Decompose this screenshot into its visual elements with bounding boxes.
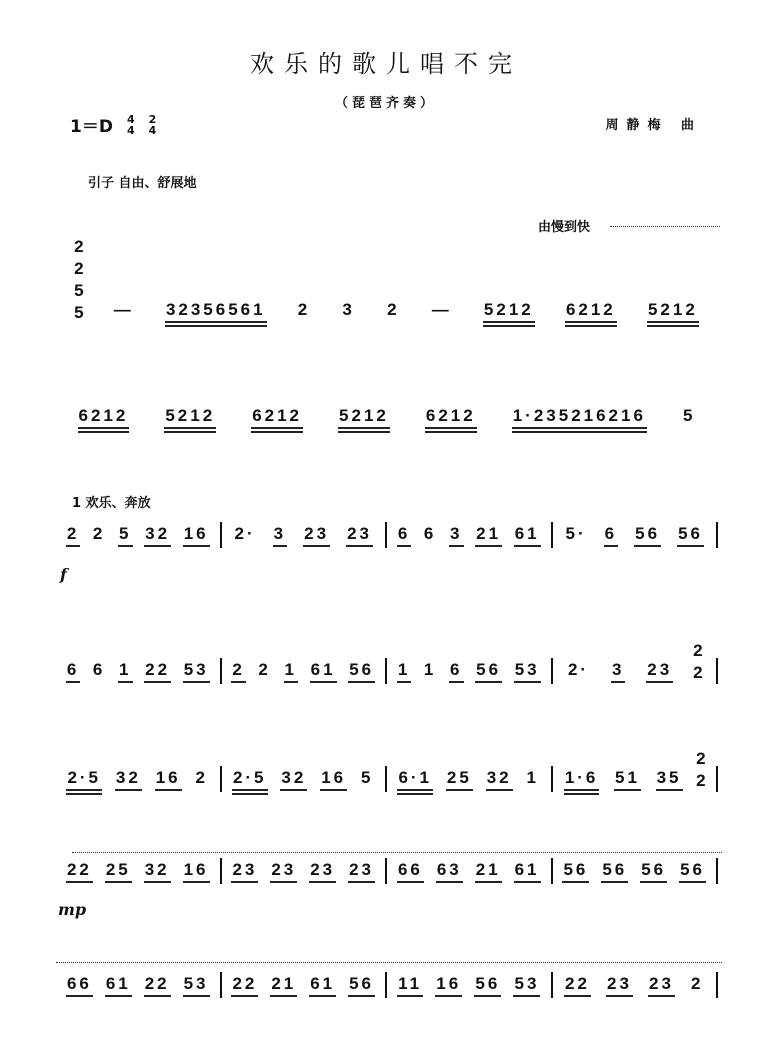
ts-top: 2: [148, 112, 157, 126]
note-group: 23: [308, 860, 337, 884]
note-group: 3: [272, 524, 288, 548]
note-group: 3: [448, 524, 464, 548]
measure: [553, 748, 717, 792]
note-group: 22: [143, 974, 172, 998]
note-group: 22: [230, 974, 259, 998]
note-group: 56: [633, 524, 662, 548]
note-group: 16: [154, 768, 183, 792]
note-group: 61: [308, 974, 337, 998]
note-group: 61: [309, 660, 338, 684]
barline: [716, 858, 718, 884]
note-group: 23: [302, 524, 331, 548]
measure: [553, 974, 717, 998]
note-group: 23: [230, 860, 259, 884]
note-group: 23: [605, 974, 634, 998]
extension-dash: —: [431, 300, 452, 319]
note-group: 5212: [337, 406, 391, 430]
note-group: 21: [269, 974, 298, 998]
note-group: 2·: [234, 524, 256, 543]
note-group: 61: [104, 974, 133, 998]
measure: [387, 974, 551, 998]
note-group: 2: [65, 524, 81, 548]
note-group: 61: [513, 524, 542, 548]
note-group: 23: [345, 524, 374, 548]
note-group: 6·1: [396, 768, 434, 792]
barline: [716, 658, 718, 684]
note-group: 1: [423, 660, 437, 679]
note-group: 1: [117, 660, 133, 684]
note-group: 63: [435, 860, 464, 884]
section-label: 1 欢乐、奔放: [72, 496, 151, 511]
note-group: 16: [434, 974, 463, 998]
score-line: [56, 972, 718, 998]
note-group: 32: [279, 768, 308, 792]
measure: [56, 860, 220, 884]
note-group: 6: [423, 524, 437, 543]
note-group: 5·: [565, 524, 587, 543]
note-group: 22: [563, 974, 592, 998]
chord-notes: [693, 640, 702, 684]
note: 2: [74, 237, 84, 256]
note-group: 32: [143, 524, 172, 548]
composer: 周静梅 曲: [605, 118, 702, 133]
note-group: 53: [182, 974, 211, 998]
measure: [222, 974, 386, 998]
measure: [387, 768, 551, 792]
chord-notes: [74, 236, 83, 324]
note-group: 2: [258, 660, 271, 679]
tempo-dotted-line: [610, 226, 720, 228]
note-group: 1: [283, 660, 299, 684]
note-group: 32: [485, 768, 514, 792]
note-group: 61: [513, 860, 542, 884]
note-group: 5212: [646, 300, 700, 324]
note-group: 23: [269, 860, 298, 884]
note-group: 6: [448, 660, 464, 684]
note-group: 2: [195, 768, 208, 787]
measure: [56, 660, 220, 684]
note-group: 56: [347, 660, 376, 684]
note-group: 6: [603, 524, 619, 548]
note-group: 6: [65, 660, 81, 684]
measure: [387, 524, 551, 548]
note-group: 6212: [77, 406, 131, 430]
tremolo-dotted-line: [56, 962, 722, 964]
time-signature-2-4: [149, 114, 157, 136]
measure: [222, 768, 386, 792]
note-group: 56: [347, 974, 376, 998]
note-group: 5212: [482, 300, 536, 324]
note-group: 2: [230, 660, 246, 684]
note-group: 35: [655, 768, 684, 792]
note: 5: [74, 281, 84, 300]
note-group: 56: [676, 524, 705, 548]
note: 5: [74, 303, 84, 322]
note-group: 6212: [250, 406, 304, 430]
tempo-change-label: 由慢到快: [538, 220, 591, 235]
note: 2: [696, 749, 706, 768]
score-line: [56, 406, 718, 430]
note-group: 5212: [163, 406, 217, 430]
note-group: 5: [682, 406, 696, 425]
note-group: 2: [92, 524, 106, 543]
key-signature: 1＝D: [70, 117, 113, 137]
note-group: 16: [182, 524, 211, 548]
note-group: 25: [445, 768, 474, 792]
note-group: 1: [396, 660, 412, 684]
note-group: 22: [65, 860, 94, 884]
measure: [387, 860, 551, 884]
tremolo-dotted-line: [72, 852, 722, 854]
note-group: 23: [347, 860, 376, 884]
note-group: 56: [600, 860, 629, 884]
note-group: 56: [678, 860, 707, 884]
note-group: 1·6: [563, 768, 601, 792]
note-group: 53: [512, 974, 541, 998]
score-subtitle: （琵琶齐奏）: [334, 96, 437, 111]
measure: [553, 524, 717, 548]
note-group: 1: [526, 768, 539, 787]
note-group: 2·5: [65, 768, 103, 792]
time-signature-4-4: [127, 114, 135, 136]
measure: [56, 406, 718, 430]
note-group: 56: [473, 974, 502, 998]
measure: [222, 860, 386, 884]
measure: [56, 524, 220, 548]
note: 2: [693, 663, 703, 682]
note-group: 6212: [564, 300, 618, 324]
score-line: [56, 748, 718, 792]
chord-notes: [696, 748, 705, 792]
note-group: 51: [613, 768, 642, 792]
note-group: 56: [561, 860, 590, 884]
note-group: 32356561: [164, 300, 268, 324]
note-group: 6212: [424, 406, 478, 430]
note-group: 56: [639, 860, 668, 884]
note-group: 32: [114, 768, 143, 792]
dynamic-forte: f: [60, 565, 67, 584]
note-group: 23: [645, 660, 674, 684]
note-group: 11: [396, 974, 424, 998]
barline: [716, 766, 718, 792]
score-line: [56, 236, 718, 324]
note: 2: [74, 259, 84, 278]
note: 2: [696, 771, 706, 790]
extension-dash: —: [113, 300, 134, 319]
note-group: 5: [361, 768, 374, 787]
barline: [716, 522, 718, 548]
note-group: 1·235216216: [511, 406, 648, 430]
note-group: 6: [92, 660, 106, 679]
note-group: 32: [143, 860, 172, 884]
note: 2: [693, 641, 703, 660]
score-line: [56, 522, 718, 548]
note-group: 2: [297, 300, 311, 319]
note-group: 2·5: [231, 768, 269, 792]
note-group: 66: [65, 974, 94, 998]
measure: [222, 524, 386, 548]
note-group: 6: [396, 524, 412, 548]
measure: [56, 974, 220, 998]
note-group: 53: [182, 660, 211, 684]
note-group: 23: [647, 974, 676, 998]
measure: [387, 660, 551, 684]
note-group: 56: [474, 660, 503, 684]
measure: [222, 660, 386, 684]
measure: [553, 640, 717, 684]
score-line: [56, 858, 718, 884]
barline: [716, 972, 718, 998]
note-group: 2·: [567, 660, 590, 679]
score-title: 欢乐的歌儿唱不完: [250, 50, 522, 78]
measure: [56, 768, 220, 792]
note-group: 2: [690, 974, 704, 993]
intro-label: 引子 自由、舒展地: [88, 176, 197, 191]
key-and-meter: [70, 112, 156, 137]
score-line: [56, 640, 718, 684]
note-group: 21: [474, 524, 503, 548]
dynamic-mezzo-piano: mp: [58, 900, 87, 919]
note-group: 66: [396, 860, 425, 884]
note-group: 5: [117, 524, 133, 548]
note-group: 25: [104, 860, 133, 884]
note-group: 2: [387, 300, 400, 319]
measure: [56, 236, 718, 324]
note-group: 22: [143, 660, 172, 684]
ts-top: 4: [126, 112, 135, 126]
note-group: 3: [342, 300, 355, 319]
ts-bottom: 4: [126, 123, 135, 137]
note-group: 3: [610, 660, 626, 684]
note-group: 16: [319, 768, 348, 792]
note-group: 21: [474, 860, 503, 884]
note-group: 16: [182, 860, 211, 884]
measure: [553, 860, 717, 884]
note-group: 53: [513, 660, 542, 684]
ts-bottom: 4: [148, 123, 157, 137]
